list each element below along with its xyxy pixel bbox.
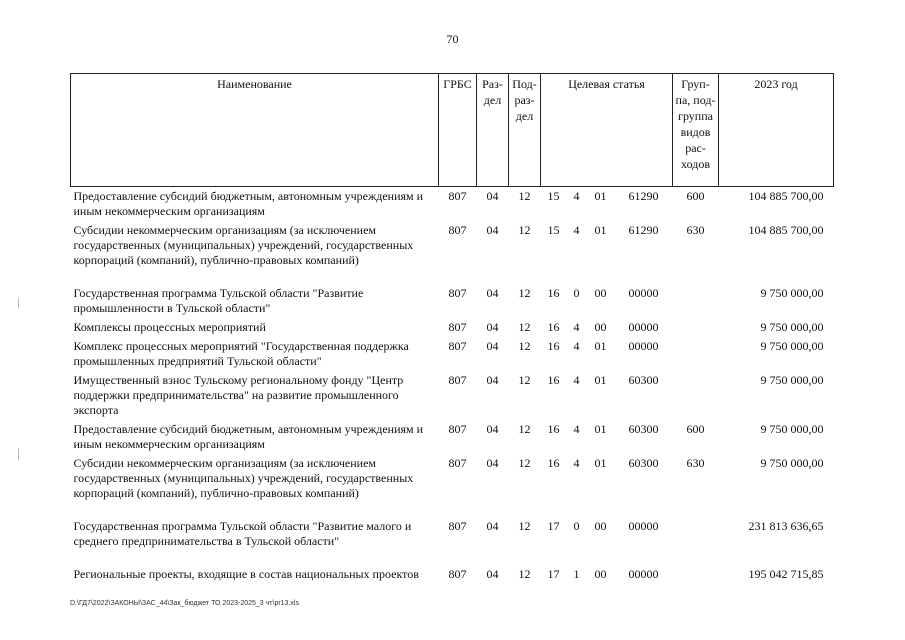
table-row — [71, 187, 834, 222]
row-razdel: 04 — [486, 373, 499, 387]
row-amount-2023: 9 750 000,00 — [760, 339, 824, 353]
header-name: Наименование — [71, 74, 439, 187]
row-target-program: 15 — [547, 223, 560, 237]
row-name: Субсидии некоммерческим организациям (за исключением государственных (муниципальных) учреждений, государственных корпораций (компаний), публично-правовых компаний) — [73, 223, 414, 267]
spacer-cell — [71, 270, 834, 284]
row-name: Региональные проекты, входящие в состав национальных проектов — [73, 567, 419, 581]
row-amount-2023: 9 750 000,00 — [760, 286, 824, 300]
row-expense-group — [673, 337, 719, 371]
table-row — [71, 318, 834, 337]
row-target-subtype: 00 — [594, 286, 607, 300]
row-podrazdel: 12 — [518, 286, 531, 300]
row-target-code: 00000 — [628, 567, 659, 581]
row-name: Имущественный взнос Тульскому региональному фонду "Центр поддержки предпринимательства" на развитие промышленного экспорта — [73, 373, 404, 417]
table-row — [71, 420, 834, 454]
row-grbs: 807 — [448, 320, 467, 334]
table-header-row — [71, 74, 834, 187]
scan-artifact — [18, 298, 19, 308]
row-name: Предоставление субсидий бюджетным, автономным учреждениям и иным некоммерческим организациям — [73, 189, 424, 218]
row-expense-group: 630 — [686, 223, 705, 237]
row-target-program: 16 — [547, 320, 560, 334]
row-grbs: 807 — [448, 223, 467, 237]
row-target-subtype: 00 — [594, 567, 607, 581]
spacer-cell — [71, 551, 834, 565]
header-expense-group: Груп- па, под- группа видов рас- ходов — [673, 74, 719, 187]
row-amount-2023: 9 750 000,00 — [760, 373, 824, 387]
row-podrazdel: 12 — [518, 223, 531, 237]
row-name: Комплекс процессных мероприятий "Государственная поддержка промышленных предприятий Тульской области" — [73, 339, 409, 368]
row-amount-2023: 104 885 700,00 — [748, 189, 824, 203]
row-target-program: 16 — [547, 373, 560, 387]
row-name: Государственная программа Тульской области "Развитие малого и среднего предпринимательства в Тульской области" — [73, 519, 412, 548]
row-grbs: 807 — [448, 422, 467, 436]
row-target-program: 16 — [547, 456, 560, 470]
row-target-program: 17 — [547, 567, 560, 581]
row-target-code: 61290 — [628, 189, 659, 203]
row-target-subtype: 00 — [594, 519, 607, 533]
row-expense-group — [673, 318, 719, 337]
budget-table-container — [70, 73, 833, 584]
row-name: Государственная программа Тульской области "Развитие промышленности в Тульской области" — [73, 286, 364, 315]
row-expense-group: 630 — [686, 456, 705, 470]
table-row — [71, 221, 834, 270]
row-grbs: 807 — [448, 189, 467, 203]
row-target-type: 4 — [573, 320, 580, 334]
header-podrazdel: Под- раз- дел — [509, 74, 541, 187]
row-razdel: 04 — [486, 519, 499, 533]
row-target-code: 00000 — [628, 519, 659, 533]
row-grbs: 807 — [448, 286, 467, 300]
row-target-subtype: 01 — [594, 339, 607, 353]
row-razdel: 04 — [486, 567, 499, 581]
row-amount-2023: 104 885 700,00 — [748, 223, 824, 237]
row-target-code: 60300 — [628, 422, 659, 436]
table-row — [71, 517, 834, 551]
scan-artifact — [18, 448, 19, 460]
row-target-type: 1 — [573, 567, 580, 581]
header-grbs: ГРБС — [439, 74, 477, 187]
row-razdel: 04 — [486, 456, 499, 470]
row-podrazdel: 12 — [518, 519, 531, 533]
row-name: Субсидии некоммерческим организациям (за исключением государственных (муниципальных) учреждений, государственных корпораций (компаний), публично-правовых компаний) — [73, 456, 414, 500]
row-razdel: 04 — [486, 339, 499, 353]
file-path-footer: D:\ГД7\2022\ЗАКОНЫ\ЗАС_44\Зак_бюджет ТО 2023-2025_3 чт\pr13.xls — [70, 600, 299, 607]
row-target-code: 60300 — [628, 456, 659, 470]
row-target-type: 0 — [573, 286, 580, 300]
header-year-2023: 2023 год — [719, 74, 834, 187]
table-row — [71, 565, 834, 584]
row-target-code: 00000 — [628, 286, 659, 300]
row-amount-2023: 9 750 000,00 — [760, 320, 824, 334]
row-target-type: 4 — [573, 456, 580, 470]
row-name: Предоставление субсидий бюджетным, автономным учреждениям и иным некоммерческим организациям — [73, 422, 424, 451]
row-target-subtype: 00 — [594, 320, 607, 334]
row-target-program: 16 — [547, 286, 560, 300]
budget-table — [70, 73, 834, 584]
row-target-type: 4 — [573, 339, 580, 353]
spacer-cell — [71, 503, 834, 517]
table-row — [71, 337, 834, 371]
row-target-program: 16 — [547, 422, 560, 436]
row-razdel: 04 — [486, 286, 499, 300]
row-razdel: 04 — [486, 189, 499, 203]
row-spacer — [71, 270, 834, 284]
row-amount-2023: 195 042 715,85 — [748, 567, 824, 581]
row-target-type: 4 — [573, 373, 580, 387]
row-spacer — [71, 551, 834, 565]
row-expense-group: 600 — [686, 422, 705, 436]
row-amount-2023: 231 813 636,65 — [748, 519, 824, 533]
row-target-subtype: 01 — [594, 373, 607, 387]
row-podrazdel: 12 — [518, 567, 531, 581]
row-expense-group — [673, 371, 719, 420]
row-target-code: 60300 — [628, 373, 659, 387]
row-grbs: 807 — [448, 373, 467, 387]
row-target-subtype: 01 — [594, 456, 607, 470]
table-row — [71, 454, 834, 503]
row-amount-2023: 9 750 000,00 — [760, 422, 824, 436]
row-razdel: 04 — [486, 422, 499, 436]
row-amount-2023: 9 750 000,00 — [760, 456, 824, 470]
row-expense-group — [673, 565, 719, 584]
table-body — [71, 187, 834, 585]
page-number: 70 — [446, 32, 459, 46]
row-target-code: 61290 — [628, 223, 659, 237]
row-expense-group — [673, 284, 719, 318]
row-podrazdel: 12 — [518, 422, 531, 436]
row-spacer — [71, 503, 834, 517]
row-expense-group: 600 — [686, 189, 705, 203]
row-expense-group — [673, 517, 719, 551]
row-podrazdel: 12 — [518, 189, 531, 203]
row-target-type: 0 — [573, 519, 580, 533]
row-target-program: 17 — [547, 519, 560, 533]
row-grbs: 807 — [448, 567, 467, 581]
row-razdel: 04 — [486, 320, 499, 334]
row-podrazdel: 12 — [518, 339, 531, 353]
row-target-type: 4 — [573, 189, 580, 203]
row-grbs: 807 — [448, 456, 467, 470]
row-name: Комплексы процессных мероприятий — [73, 320, 266, 334]
row-target-code: 00000 — [628, 339, 659, 353]
header-razdel: Раз- дел — [477, 74, 509, 187]
row-target-subtype: 01 — [594, 189, 607, 203]
row-target-code: 00000 — [628, 320, 659, 334]
row-target-program: 15 — [547, 189, 560, 203]
row-podrazdel: 12 — [518, 373, 531, 387]
row-grbs: 807 — [448, 519, 467, 533]
row-razdel: 04 — [486, 223, 499, 237]
row-podrazdel: 12 — [518, 456, 531, 470]
row-target-subtype: 01 — [594, 223, 607, 237]
row-podrazdel: 12 — [518, 320, 531, 334]
table-row — [71, 284, 834, 318]
row-target-subtype: 01 — [594, 422, 607, 436]
row-target-program: 16 — [547, 339, 560, 353]
row-grbs: 807 — [448, 339, 467, 353]
row-target-type: 4 — [573, 422, 580, 436]
header-target-article: Целевая статья — [541, 74, 673, 187]
table-row — [71, 371, 834, 420]
row-target-type: 4 — [573, 223, 580, 237]
